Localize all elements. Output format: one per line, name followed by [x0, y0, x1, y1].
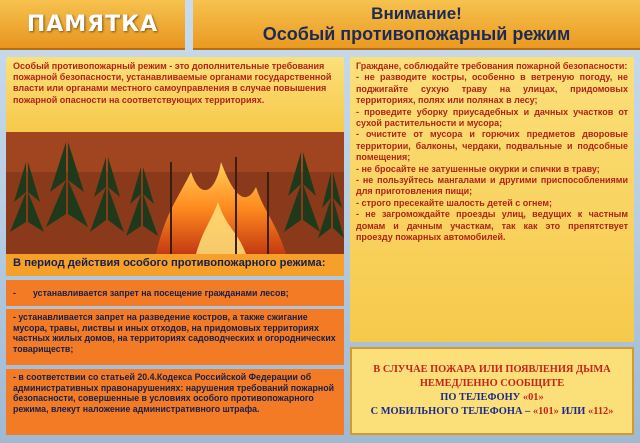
ban-bonfires: - устанавливается запрет на разведение костров, а также сжигание мусора, травы, листвы и иных отходов, на придомовых территориях частных жилых домов, на территориях садоводческих и огороднических товариществ;: [6, 309, 344, 365]
rule-item: - не разводите костры, особенно в ветреную погоду, не поджигайте сухую траву на улицах, придомовых территориях, полях или полянах в лесу;: [356, 72, 628, 106]
ban-forest-visits-dash: -: [13, 287, 16, 298]
regime-heading: В период действия особого противопожарного режима:: [6, 254, 344, 276]
rule-item: - не бросайте не затушенные окурки и спички в траву;: [356, 163, 600, 174]
phone-main: «01»: [522, 392, 544, 403]
rule-item: - проведите уборку приусадебных и дачных участков от сухой растительности и мусора;: [356, 106, 628, 129]
emergency-line4-prefix: С МОБИЛЬНОГО ТЕЛЕФОНА –: [370, 406, 531, 417]
emergency-line3-prefix: ПО ТЕЛЕФОНУ: [440, 392, 521, 403]
rule-item: - не пользуйтесь мангалами и другими приспособлениями для приготовления пищи;: [356, 175, 628, 197]
forest-fire-image: [6, 132, 344, 254]
emergency-line2: НЕМЕДЛЕННО СООБЩИТЕ: [419, 378, 565, 389]
ban-forest-visits: [6, 280, 344, 306]
emergency-line4: [371, 405, 614, 419]
emergency-line4-or: ИЛИ: [561, 406, 586, 417]
emergency-line3: [440, 391, 543, 405]
definition-box: Особый противопожарный режим - это дополнительные требования пожарной безопасности, устанавливаемые органами государственной власти или органами местного самоуправления в случае повышения пожарной опасности на соответствующих территориях.: [6, 57, 344, 132]
ban-forest-visits-text: устанавливается запрет на посещение гражданами лесов;: [33, 287, 289, 298]
emergency-line1: В СЛУЧАЕ ПОЖАРА ИЛИ ПОЯВЛЕНИЯ ДЫМА: [373, 364, 611, 375]
header-title-line2: Особый противопожарный режим: [262, 23, 571, 44]
rule-item: - не загромождайте проезды улиц, ведущих к частным домам и дачным участкам, так как это препятствует проезду пожарных автомобилей.: [356, 209, 628, 243]
header-title-line1: Внимание!: [371, 3, 462, 23]
title-tab: [0, 0, 185, 50]
phone-mobile-2: «112»: [588, 406, 614, 417]
rule-item: - строго пресекайте шалость детей с огнем;: [356, 197, 553, 208]
rule-item: - очистите от мусора и горючих предметов дворовые территории, балконы, чердаки, подвальные и подсобные помещения;: [356, 129, 628, 163]
title-tab-label: ПАМЯТКА: [26, 11, 159, 37]
administrative-fine-notice: - в соответствии со статьей 20.4.Кодекса Российской Федерации об административных правонарушениях: нарушения требований пожарной безопасности, совершенные в условиях особого противопожарного режима, влекут наложение административного штрафа.: [6, 369, 344, 435]
forest-fire-illustration: [6, 132, 344, 254]
rules-intro: Граждане, соблюдайте требования пожарной безопасности:: [356, 61, 628, 71]
citizen-rules: [350, 57, 634, 342]
phone-mobile-1: «101»: [532, 406, 559, 417]
emergency-contacts: [350, 347, 634, 435]
page-header: [193, 0, 640, 50]
